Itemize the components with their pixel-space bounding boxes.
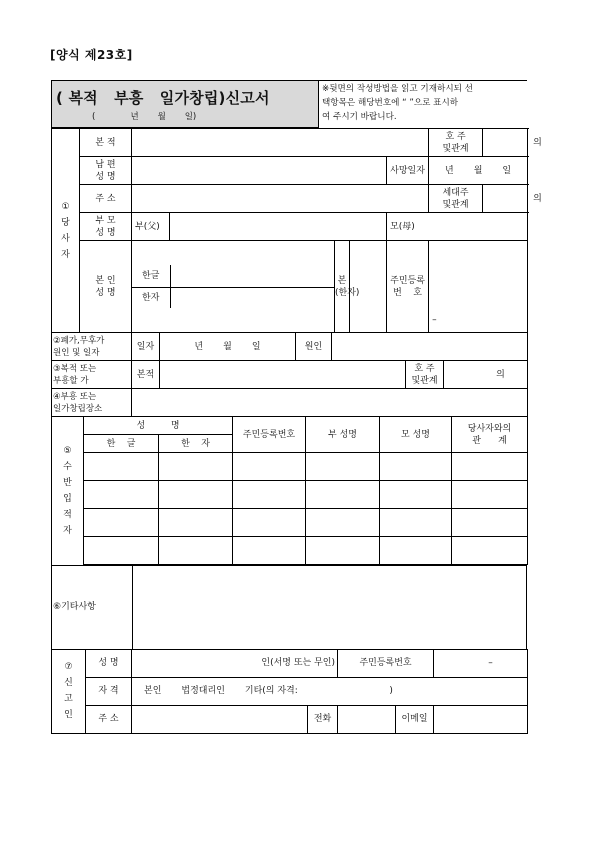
self-name-cell [132, 241, 335, 333]
restore-bonjeok-field[interactable] [160, 361, 406, 389]
reporter-name-label: 성 명 [86, 649, 132, 677]
father-name-header: 부 성명 [306, 417, 380, 453]
husband-label: 남 편 성 명 [80, 157, 132, 185]
qualification-label: 자 격 [86, 677, 132, 705]
form-date-line: ( 년 월 일) [92, 112, 197, 122]
table-row [52, 481, 528, 509]
phone-label: 전화 [308, 705, 338, 733]
hoju-label: 호 주 및관계 [429, 129, 483, 157]
restore-label: ③복적 또는 부흥할 가 [52, 361, 132, 389]
mother-field[interactable] [429, 213, 528, 241]
householder-label: 세대주 및관계 [429, 185, 483, 213]
form-number-label: [양식 제23호] [50, 48, 133, 62]
closure-cause-field[interactable] [332, 333, 528, 361]
party-section-label: ①당사자 [52, 129, 80, 333]
hanja-name-field[interactable] [170, 287, 334, 308]
resident-no-label: 주민등록 번 호 [387, 241, 429, 333]
closure-date-label: 일자 [132, 333, 160, 361]
table-row [52, 537, 528, 565]
restore-hoju-label: 호 주 및관계 [406, 361, 444, 389]
reporter-section-label: ⑦신고인 [52, 649, 86, 733]
householder-field[interactable]: 의 [483, 185, 528, 213]
reporter-name-field[interactable]: 인(서명 또는 무인) [132, 649, 338, 677]
qualification-options[interactable]: 본인 법정대리인 기타(의 자격: ) [132, 677, 528, 705]
reporter-resident-field[interactable]: – [434, 649, 528, 677]
bon-label: 본 (한자) [335, 241, 350, 333]
email-label: 이메일 [396, 705, 434, 733]
other-table [51, 565, 527, 650]
self-name-label: 본 인 성 명 [80, 241, 132, 333]
restore-hoju-field[interactable]: 의 [444, 361, 528, 389]
place-field[interactable] [132, 389, 528, 417]
death-date-field[interactable]: 년 월 일 [429, 157, 528, 185]
email-field[interactable] [434, 705, 528, 733]
hangul-name-field[interactable] [170, 265, 334, 287]
mother-label: 모(母) [387, 213, 429, 241]
resident-no-field[interactable]: – [429, 241, 528, 333]
father-label: 부(父) [132, 213, 170, 241]
table-row [52, 509, 528, 537]
other-field[interactable] [133, 565, 527, 649]
bonjeok-label: 본 적 [80, 129, 132, 157]
report-form [51, 80, 542, 734]
place-label: ④부흥 또는 일가창립장소 [52, 389, 132, 417]
hangul-header: 한 글 [84, 435, 159, 453]
closure-date-field[interactable]: 년 월 일 [160, 333, 296, 361]
address-field[interactable] [132, 185, 429, 213]
phone-field[interactable] [338, 705, 396, 733]
address-label: 주 소 [80, 185, 132, 213]
hangul-label: 한글 [132, 265, 170, 287]
bonjeok-field[interactable] [132, 129, 429, 157]
closure-cause-label: 원인 [296, 333, 332, 361]
reporter-table [51, 649, 528, 734]
resident-no-header: 주민등록번호 [233, 417, 306, 453]
table-row [52, 453, 528, 481]
closure-label: ②폐가,무후가 원인 및 일자 [52, 333, 132, 361]
hanja-label: 한자 [132, 287, 170, 308]
death-date-label: 사망일자 [387, 157, 429, 185]
hanja-header: 한 자 [159, 435, 233, 453]
mother-name-header: 모 성명 [380, 417, 452, 453]
sections-2-4 [51, 332, 528, 417]
relation-header: 당사자와의 관 계 [452, 417, 528, 453]
form-header [51, 80, 527, 128]
form-title: ( 복적 부흥 일가창립)신고서 [56, 89, 270, 107]
title-box [51, 80, 318, 128]
father-field[interactable] [170, 213, 387, 241]
hoju-field[interactable]: 의 [483, 129, 528, 157]
parents-label: 부 모 성 명 [80, 213, 132, 241]
reporter-address-label: 주 소 [86, 705, 132, 733]
reporter-resident-label: 주민등록번호 [338, 649, 434, 677]
reporter-address-field[interactable] [132, 705, 308, 733]
name-header: 성 명 [84, 417, 233, 435]
bon-field[interactable] [350, 241, 387, 333]
accompanying-section-label: ⑤수반입적자 [52, 417, 84, 566]
accompanying-table [51, 416, 528, 566]
party-table [51, 128, 542, 333]
instruction-note: ※뒷면의 작성방법을 읽고 기재하시되 선 택항목은 해당번호에 “ ”으로 표시하 여 주시기 바랍니다. [318, 80, 527, 128]
husband-field[interactable] [132, 157, 387, 185]
restore-bonjeok-label: 본적 [132, 361, 160, 389]
other-label: ⑥기타사항 [52, 565, 133, 649]
